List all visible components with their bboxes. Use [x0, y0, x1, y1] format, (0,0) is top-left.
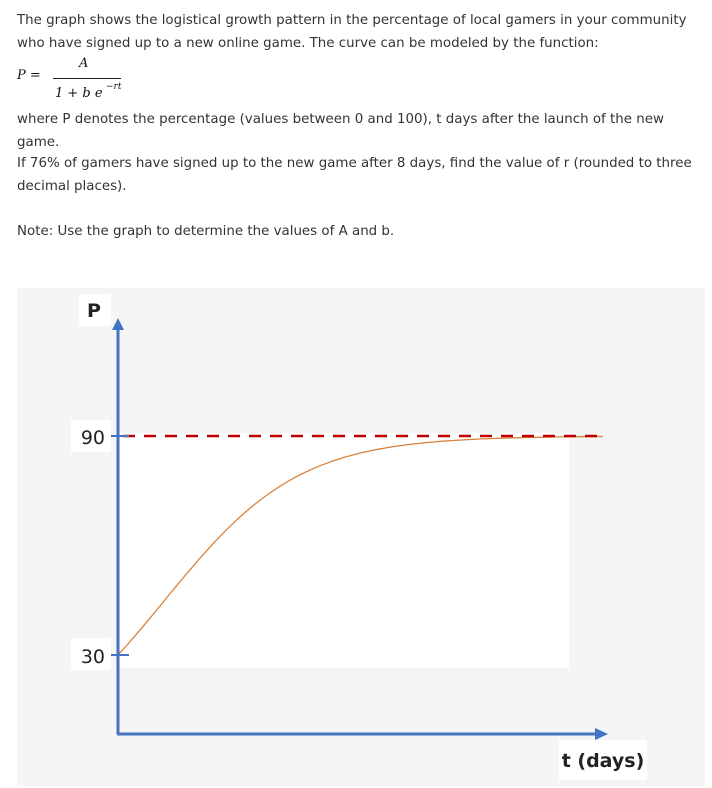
- x-axis-label: t (days): [561, 750, 645, 772]
- formula-exponent: −rt: [106, 82, 122, 92]
- graph-figure: [17, 288, 705, 786]
- formula-numerator: A: [79, 56, 89, 71]
- where-text: where P denotes the percentage (values between 0 and 100), t days after the launch of the new game.: [17, 112, 664, 150]
- formula-denominator: 1 + b e: [55, 86, 103, 101]
- y-axis-label: P: [87, 300, 101, 322]
- tick-label-90: 90: [80, 427, 105, 449]
- note-text: Note: Use the graph to determine the values of A and b.: [17, 224, 395, 239]
- question-text: If 76% of gamers have signed up to the new game after 8 days, find the value of r (rounded to three decimal places).: [17, 156, 692, 194]
- tick-label-30: 30: [80, 646, 105, 668]
- fraction-bar: [53, 78, 121, 79]
- intro-text: The graph shows the logistical growth pattern in the percentage of local gamers in your community who have signed up to a new online game. The curve can be modeled by the function:: [17, 13, 687, 51]
- plot-area: [117, 433, 569, 668]
- logistic-graph: [17, 288, 705, 786]
- formula-lhs: P =: [17, 68, 41, 83]
- y-axis-arrow-icon: [112, 318, 124, 330]
- x-axis-arrow-icon: [595, 728, 608, 740]
